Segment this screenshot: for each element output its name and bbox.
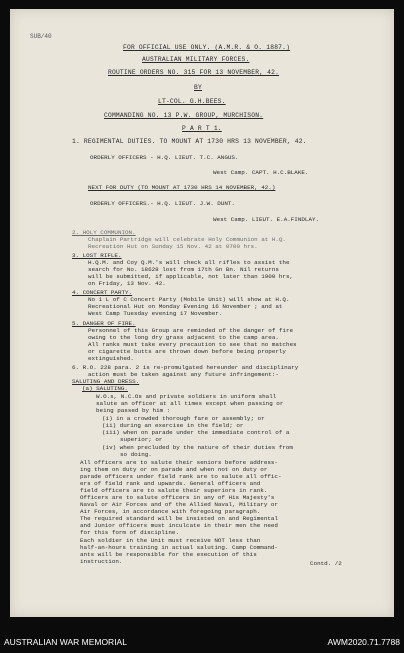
document-page [10,9,394,617]
next-orderly-officer-hq: ORDERLY OFFICERS.- H.Q. LIEUT. J.W. DUNT. [90,200,235,207]
item-3-heading: 3. LOST RIFLE. [72,252,122,259]
text-line: so doing. [120,451,152,458]
text-line: extinguished. [88,355,134,362]
text-line: All ranks must take every precaution to see that no matches [88,341,297,348]
text-line: Air Forces, in accordance with foregoing paragraph. [80,508,261,515]
text-line: Naval or Air Forces and of the Allied Naval, Military or [80,501,278,508]
text-line: and Junior officers must inculcate in their men the need [80,522,278,529]
by-line: BY [194,84,202,91]
saluting-dress-heading: SALUTING AND DRESS. [72,378,140,385]
text-line: (i) in a crowded thorough fare or assembly; or [102,415,265,422]
text-line: being passed by him : [96,407,171,414]
text-line: Each soldier in the Unit must receive NOT less than [80,537,261,544]
text-line: Personnel of this Group are reminded of the danger of fire [88,327,294,334]
text-line: parade officers under field rank are to salute all offic- [80,473,282,480]
text-line: The required standard will be insisted on and Regimental [80,515,278,522]
text-line: half-an-hours training in actual saluting. Camp Command- [80,544,278,551]
text-line: H.Q.M. and Coy Q.M.'s will check all rifles to assist the [88,259,290,266]
document-reference: SUB/40 [30,33,52,40]
text-line: Recreational Hut on Monday Evening 16 November ; and at [88,303,283,310]
text-line: instruction. [80,558,123,565]
item-2-heading: 2. HOLY COMMUNION. [72,229,136,236]
text-line: for this form of discipline. [80,529,179,536]
item-4-heading: 4. CONCERT PARTY. [72,289,133,296]
text-line: superior; or [120,436,163,443]
text-line: Recreation Hut on Sunday 15 Nov. 42 at 0700 hrs. [88,243,258,250]
text-line: Chaplain Partridge will celebrate Holy Communion at H.Q. [88,236,286,243]
text-line: (ii) during an exercise in the field; or [102,422,244,429]
duties-heading: 1. REGIMENTAL DUTIES. TO MOUNT AT 1730 HRS 13 NOVEMBER, 42. [72,138,307,145]
archive-footer [0,631,404,653]
orders-title: ROUTINE ORDERS NO. 315 FOR 13 NOVEMBER, 42. [108,69,280,76]
text-line: ants will be responsible for the execution of this [80,551,257,558]
item-6-heading: 6. R.O. 228 para. 2 is re-promulgated hereunder and disciplinary [72,364,299,371]
text-line: or cigarette butts are thrown down before being properly [88,348,286,355]
orderly-officer-hq: ORDERLY OFFICERS - H.Q. LIEUT. T.C. ANGUS. [90,154,239,161]
text-line: ing them on duty or on parade and when not on duty or [80,466,268,473]
text-line: W.O.s, N.C.Os and private soldiers in uniform shall [96,393,277,400]
force-name: AUSTRALIAN MILITARY FORCES. [142,56,250,63]
text-line: on Friday, 13 Nov. 42. [88,280,166,287]
archive-name: AUSTRALIAN WAR MEMORIAL [4,637,127,647]
text-line: field officers are to salute their superiors in rank. [80,487,268,494]
text-line: ers of field rank and upwards. General officers and [80,480,261,487]
text-line: All officers are to salute their seniors before address- [80,459,278,466]
command-line: COMMANDING NO. 13 P.W. GROUP, MURCHISON. [104,112,264,119]
saluting-subheading: (a) SALUTING. [82,385,128,392]
text-line: salute an officer at all times except when passing or [96,400,284,407]
text-line: will be submitted, if applicable, not later than 1900 hrs, [88,273,294,280]
next-duty-heading: NEXT FOR DUTY (TO MOUNT AT 1730 HRS 14 NOVEMBER, 42.) [88,184,276,191]
item-5-heading: 5. DANGER OF FIRE. [72,320,136,327]
text-line: owing to the long dry grass adjacent to the camp area. [88,334,279,341]
part-heading: P A R T 1. [182,125,222,132]
commander-name: LT-COL. G.H.BEES. [158,98,226,105]
text-line: No 1 L of C Concert Party (Mobile Unit) will show at H.Q. [88,296,290,303]
continued-note: Contd. /2 [310,560,342,567]
text-line: search for No. 18628 lost from 17th Gn Bn. Nil returns [88,266,279,273]
text-line: (iv) when precluded by the nature of their duties from [102,444,293,451]
next-orderly-officer-west: West Camp. LIEUT. E.A.FINDLAY. [213,216,320,223]
text-line: Officers are to salute officers in any of His Majesty's [80,494,275,501]
text-line: action must be taken against any future infringement:- [88,371,279,378]
text-line: West Camp Tuesday evening 17 November. [88,310,223,317]
classification-line: FOR OFFICIAL USE ONLY. (A.M.R. & O. 1887.) [123,44,291,51]
orderly-officer-west: West Camp. CAPT. H.C.BLAKE. [213,169,309,176]
accession-number: AWM2020.71.7788 [327,637,400,647]
text-line: (iii) when on parade under the immediate control of a [102,429,290,436]
